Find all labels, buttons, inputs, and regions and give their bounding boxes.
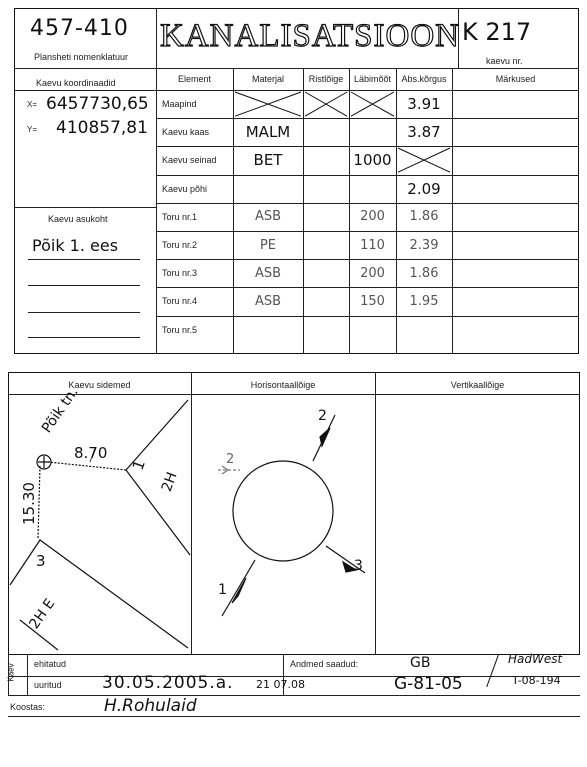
compiler-label: Koostas: xyxy=(10,702,46,712)
street-label: Põik tn. xyxy=(38,384,82,436)
table-cell-diameter: 200 xyxy=(360,265,385,281)
sketch-2h-top: 2H xyxy=(158,470,181,494)
x-coordinate: 6457730,65 xyxy=(46,94,149,114)
header-material: Materjal xyxy=(251,74,284,84)
well-footer-label: Kaev xyxy=(6,663,16,682)
table-row-label: Kaevu põhi xyxy=(162,183,208,194)
table-cell-material: ASB xyxy=(254,293,282,309)
location-label: Kaevu asukoht xyxy=(48,214,108,224)
table-row-label: Toru nr.4 xyxy=(162,296,198,307)
sheet-number: 457-410 xyxy=(30,16,129,41)
table-cell-diameter: 200 xyxy=(360,209,385,225)
pipe-label-3: 3 xyxy=(354,558,363,574)
table-cell-height: 2.09 xyxy=(407,179,441,198)
distance-left: 15.30 xyxy=(20,482,38,525)
pipe-2-arrow xyxy=(320,428,330,446)
location-value: Põik 1. ees xyxy=(32,236,119,255)
table-row-label: Toru nr.5 xyxy=(162,324,198,335)
compiler-name: H.Rohulaid xyxy=(104,696,197,716)
table-row-label: Maapind xyxy=(162,99,197,110)
sketch-2h-bottom: 2H E xyxy=(26,596,59,632)
source-top: GB xyxy=(410,655,431,671)
pipe-label-1: 1 xyxy=(218,582,227,598)
road-edge-line xyxy=(126,400,190,555)
table-row-label: Toru nr.2 xyxy=(162,240,198,251)
table-cell-material: ASB xyxy=(254,265,282,281)
table-cell-diameter: 1000 xyxy=(353,151,392,170)
created-label: ehitatud xyxy=(34,659,67,669)
table-cell-height: 1.95 xyxy=(409,293,439,309)
signature-note-bottom: T-08-194 xyxy=(512,674,561,687)
footer-mid-line xyxy=(8,676,580,677)
table-cell-diameter: 150 xyxy=(360,293,385,309)
sheet-label: Plansheti nomenklatuur xyxy=(34,52,129,62)
pipe-1-arrow xyxy=(232,578,246,603)
header-notes: Märkused xyxy=(495,74,536,84)
coords-label: Kaevu koordinaadid xyxy=(36,78,116,88)
well-number: K 217 xyxy=(462,18,532,46)
table-cell-height: 3.87 xyxy=(407,123,441,142)
header-diameter: Läbimõõt xyxy=(353,74,392,84)
footer-kaev-divider xyxy=(27,655,28,695)
compiler-line xyxy=(8,716,580,717)
pipe-label-2: 2 xyxy=(226,452,235,467)
horizontal-section-title: Horisontaallõige xyxy=(250,380,316,390)
well-number-label: kaevu nr. xyxy=(486,56,523,66)
header-height: Abs.kõrgus xyxy=(401,74,447,84)
distance-top: 8.70 xyxy=(74,444,108,462)
measure-line-left xyxy=(38,466,40,538)
table-cell-height: 1.86 xyxy=(409,209,439,225)
table-cell-height: 3.91 xyxy=(407,95,441,114)
footer-bottom-line xyxy=(8,695,580,696)
table-cell-material: MALM xyxy=(245,123,291,142)
table-cell-height: 2.39 xyxy=(409,237,439,253)
sketch-number-3: 3 xyxy=(36,552,46,570)
x-label: X= xyxy=(27,100,38,109)
table-row-label: Toru nr.1 xyxy=(162,211,198,222)
measured-date: 30.05.2005.a. xyxy=(102,673,234,693)
table-cell-material: PE xyxy=(259,237,277,253)
y-coordinate: 410857,81 xyxy=(56,118,148,138)
source-bottom: G-81-05 xyxy=(394,674,463,694)
horizontal-section xyxy=(218,415,365,616)
header-section: Ristlõige xyxy=(308,74,344,84)
measured-extra: 21 07.08 xyxy=(256,678,305,691)
table-row-label: Kaevu seinad xyxy=(162,155,217,166)
y-label: Y= xyxy=(27,125,38,134)
table-cell-material: BET xyxy=(253,151,283,170)
sketch-title: Kaevu sidemed xyxy=(68,380,131,390)
form-title: KANALISATSIOON xyxy=(160,18,460,54)
header-element: Element xyxy=(177,74,212,84)
table-cell-material: ASB xyxy=(254,209,282,225)
pipe-1-line xyxy=(222,560,255,616)
signature-note-top: HadWest xyxy=(508,652,563,666)
table-row-label: Kaevu kaas xyxy=(162,127,210,138)
table-row-label: Toru nr.3 xyxy=(162,268,198,279)
pipe-label-2-top: 2 xyxy=(318,408,327,424)
measured-label: uuritud xyxy=(34,680,62,690)
measure-line-top xyxy=(48,462,126,470)
vertical-section-title: Vertikaallõige xyxy=(450,380,505,390)
data-source-label: Andmed saadud: xyxy=(290,659,359,669)
sketch-number-1: 1 xyxy=(128,457,149,473)
table-cell-diameter: 110 xyxy=(360,237,385,253)
table-cell-height: 1.86 xyxy=(409,265,439,281)
well-circle xyxy=(233,461,333,561)
